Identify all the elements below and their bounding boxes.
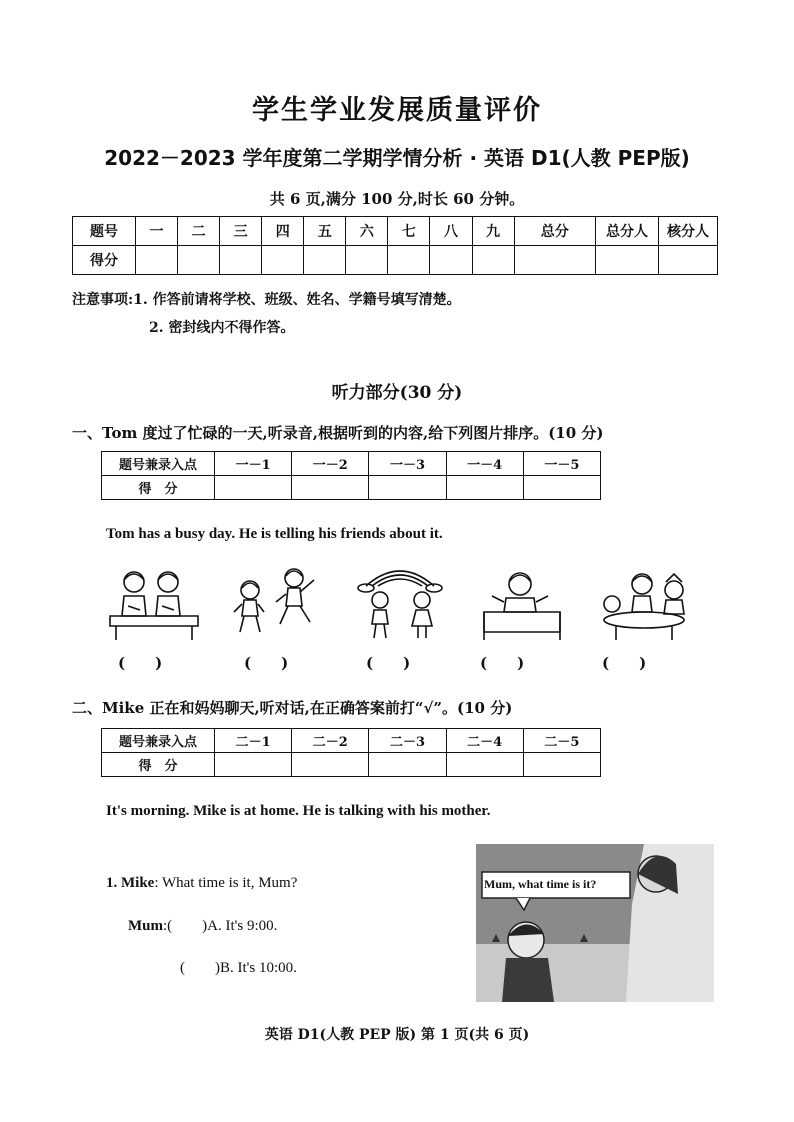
exam-subtitle: 2022－2023 学年度第二学期学情分析 · 英语 D1(人教 PEP版) bbox=[104, 146, 690, 170]
speech-bubble-text: Mum, what time is it? bbox=[484, 877, 597, 891]
picture-playing bbox=[228, 566, 324, 642]
item-number: 1. bbox=[106, 875, 118, 891]
entry-row-label: 得 分 bbox=[102, 476, 215, 500]
score-table-score-row bbox=[73, 246, 718, 275]
entry-cell[interactable] bbox=[523, 753, 600, 777]
q1-intro: Tom has a busy day. He is telling his friends about it. bbox=[106, 526, 443, 542]
speaker-mike: Mike bbox=[121, 875, 155, 891]
score-cell[interactable] bbox=[220, 246, 262, 275]
score-cell[interactable] bbox=[262, 246, 304, 275]
q2-entry-table bbox=[101, 728, 601, 777]
picture-in-bed bbox=[474, 566, 570, 642]
entry-cell[interactable] bbox=[215, 753, 292, 777]
score-header-cell: 总分人 bbox=[596, 217, 659, 246]
entry-cell[interactable] bbox=[292, 476, 369, 500]
score-header-cell: 四 bbox=[262, 217, 304, 246]
score-cell[interactable] bbox=[178, 246, 220, 275]
exam-notes bbox=[72, 286, 461, 342]
entry-header-cell: 一－1 bbox=[215, 452, 292, 476]
score-cell[interactable] bbox=[304, 246, 346, 275]
score-row-label: 得分 bbox=[73, 246, 136, 275]
q1-answer-paren-1[interactable]: ( ) bbox=[118, 654, 163, 672]
question-text: : What time is it, Mum? bbox=[154, 875, 298, 891]
q1-answer-paren-3[interactable]: ( ) bbox=[366, 654, 411, 672]
q2-title: 二、Mike 正在和妈妈聊天,听对话,在正确答案前打“√”。(10 分) bbox=[72, 699, 513, 717]
q1-entry-score-row bbox=[102, 476, 601, 500]
score-header-cell: 总分 bbox=[514, 217, 595, 246]
entry-header-cell: 二－1 bbox=[215, 729, 292, 753]
q1-title: 一、Tom 度过了忙碌的一天,听录音,根据听到的内容,给下列图片排序。(10 分) bbox=[72, 424, 604, 442]
score-header-cell: 六 bbox=[346, 217, 388, 246]
q2-intro: It's morning. Mike is at home. He is talking with his mother. bbox=[106, 803, 491, 819]
score-header-cell: 题号 bbox=[73, 217, 136, 246]
q2-entry-header-row bbox=[102, 729, 601, 753]
entry-cell[interactable] bbox=[446, 476, 523, 500]
q1-entry-header-row bbox=[102, 452, 601, 476]
entry-header-cell: 一－3 bbox=[369, 452, 446, 476]
q1-answer-paren-5[interactable]: ( ) bbox=[602, 654, 647, 672]
score-header-cell: 一 bbox=[136, 217, 178, 246]
entry-cell[interactable] bbox=[369, 753, 446, 777]
option-a-text: :( )A. It's 9:00. bbox=[163, 918, 278, 934]
picture-rainbow bbox=[352, 562, 448, 642]
score-table bbox=[72, 216, 718, 275]
score-header-cell: 二 bbox=[178, 217, 220, 246]
score-cell[interactable] bbox=[659, 246, 718, 275]
score-header-cell: 八 bbox=[430, 217, 472, 246]
entry-cell[interactable] bbox=[215, 476, 292, 500]
entry-cell[interactable] bbox=[292, 753, 369, 777]
score-cell[interactable] bbox=[430, 246, 472, 275]
entry-header-cell: 二－3 bbox=[369, 729, 446, 753]
entry-cell[interactable] bbox=[446, 753, 523, 777]
picture-reading-at-desk bbox=[106, 566, 202, 642]
score-table-header-row bbox=[73, 217, 718, 246]
entry-header-cell: 题号兼录入点 bbox=[102, 729, 215, 753]
page-title: 学生学业发展质量评价 bbox=[252, 95, 542, 126]
speaker-mum: Mum bbox=[128, 918, 163, 934]
q2-item1-picture bbox=[476, 844, 714, 1002]
entry-header-cell: 题号兼录入点 bbox=[102, 452, 215, 476]
page-footer: 英语 D1(人教 PEP 版) 第 1 页(共 6 页) bbox=[264, 1027, 530, 1043]
entry-header-cell: 一－4 bbox=[446, 452, 523, 476]
score-cell[interactable] bbox=[388, 246, 430, 275]
q2-entry-score-row bbox=[102, 753, 601, 777]
section-heading-listening: 听力部分(30 分) bbox=[331, 383, 463, 403]
score-cell[interactable] bbox=[596, 246, 659, 275]
score-header-cell: 七 bbox=[388, 217, 430, 246]
q2-item1-option-b[interactable]: ( )B. It's 10:00. bbox=[180, 960, 297, 976]
note-line-1: 注意事项:1. 作答前请将学校、班级、姓名、学籍号填写清楚。 bbox=[72, 292, 461, 308]
q2-item1-question bbox=[106, 875, 297, 892]
q2-item1-option-a[interactable] bbox=[128, 914, 277, 935]
score-cell[interactable] bbox=[346, 246, 388, 275]
score-header-cell: 九 bbox=[472, 217, 514, 246]
picture-family-dinner bbox=[596, 566, 692, 642]
score-cell[interactable] bbox=[136, 246, 178, 275]
entry-header-cell: 二－5 bbox=[523, 729, 600, 753]
entry-cell[interactable] bbox=[523, 476, 600, 500]
note-line-2: 2. 密封线内不得作答。 bbox=[149, 320, 295, 336]
score-cell[interactable] bbox=[514, 246, 595, 275]
entry-header-cell: 二－2 bbox=[292, 729, 369, 753]
exam-info: 共 6 页,满分 100 分,时长 60 分钟。 bbox=[269, 190, 525, 208]
entry-header-cell: 一－2 bbox=[292, 452, 369, 476]
score-header-cell: 核分人 bbox=[659, 217, 718, 246]
entry-header-cell: 一－5 bbox=[523, 452, 600, 476]
entry-row-label: 得 分 bbox=[102, 753, 215, 777]
entry-header-cell: 二－4 bbox=[446, 729, 523, 753]
score-header-cell: 五 bbox=[304, 217, 346, 246]
score-header-cell: 三 bbox=[220, 217, 262, 246]
q1-answer-paren-4[interactable]: ( ) bbox=[480, 654, 525, 672]
score-cell[interactable] bbox=[472, 246, 514, 275]
q1-answer-paren-2[interactable]: ( ) bbox=[244, 654, 289, 672]
q1-entry-table bbox=[101, 451, 601, 500]
entry-cell[interactable] bbox=[369, 476, 446, 500]
